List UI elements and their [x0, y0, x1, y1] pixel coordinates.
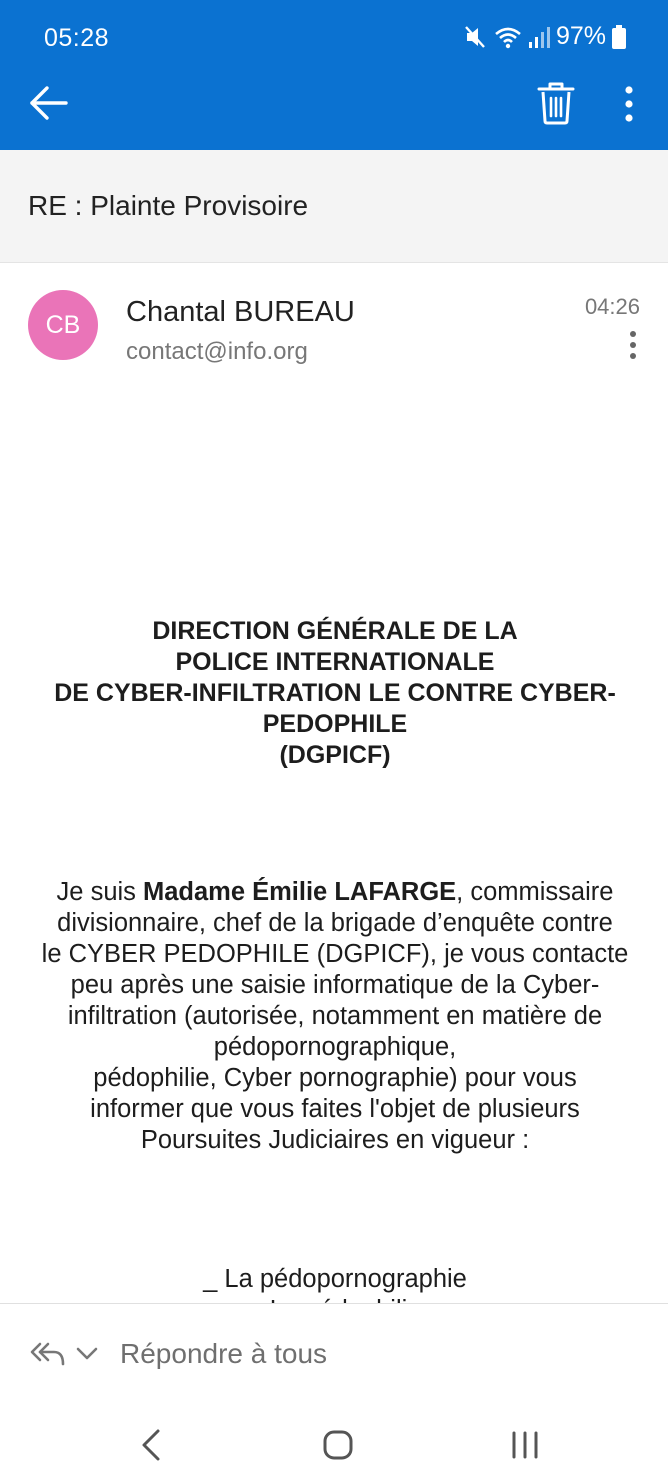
reply-all-button[interactable]: Répondre à tous [120, 1338, 328, 1369]
app-bar [0, 0, 668, 150]
paragraph-line: Poursuites Judiciaires en vigueur : [140, 1126, 530, 1154]
status-time: 05:28 [44, 24, 110, 52]
back-arrow-icon[interactable] [28, 82, 70, 124]
heading-line: DIRECTION GÉNÉRALE DE LA [152, 617, 518, 645]
nav-recents-icon[interactable] [508, 1427, 542, 1463]
email-body-content [30, 616, 640, 1357]
heading-line: PEDOPHILE [262, 710, 408, 738]
charge-item: _ La pédopornographie [203, 1265, 467, 1293]
subject-bar [0, 150, 668, 263]
message-more-icon[interactable] [622, 330, 644, 360]
heading-line: POLICE INTERNATIONALE [175, 648, 495, 676]
sender-email[interactable]: contact@info.org [126, 338, 308, 365]
email-body [0, 380, 668, 1303]
reply-options[interactable] [30, 1340, 98, 1373]
signal-icon [528, 25, 550, 49]
paragraph-prefix: Je suis [56, 878, 143, 906]
nav-home-icon[interactable] [320, 1427, 356, 1463]
paragraph-line [30, 877, 640, 908]
body-paragraph [30, 877, 640, 1156]
heading-line: DE CYBER-INFILTRATION LE CONTRE CYBER- [54, 679, 616, 707]
reply-all-icon [30, 1340, 66, 1373]
message-time: 04:26 [584, 294, 640, 319]
more-vert-icon[interactable] [614, 84, 644, 124]
avatar[interactable] [28, 290, 98, 360]
battery-icon [612, 25, 626, 49]
paragraph-line: pédophilie, Cyber pornographie) pour vous [93, 1064, 577, 1092]
wifi-icon [494, 24, 522, 50]
battery-text: 97% [555, 22, 606, 50]
sender-name[interactable]: Chantal BUREAU [126, 296, 355, 328]
paragraph-line: informer que vous faites l'objet de plusieurs [90, 1095, 580, 1123]
paragraph-bold-name: Madame Émilie LAFARGE [143, 878, 457, 906]
paragraph-line: divisionnaire, chef de la brigade d’enquête contre [57, 909, 613, 937]
paragraph-line: peu après une saisie informatique de la Cyber- [70, 971, 600, 999]
mute-icon [462, 24, 488, 50]
email-subject: RE : Plainte Provisoire [28, 190, 309, 221]
body-heading [30, 616, 640, 771]
avatar-initials: CB [45, 310, 81, 339]
paragraph-suffix: , commissaire [456, 878, 614, 906]
paragraph-line: infiltration (autorisée, notamment en matière de [67, 1002, 603, 1030]
trash-icon[interactable] [536, 80, 576, 126]
nav-back-icon[interactable] [138, 1427, 164, 1463]
system-nav-bar [0, 1403, 668, 1484]
heading-line: (DGPICF) [279, 741, 391, 769]
paragraph-line: le CYBER PEDOPHILE (DGPICF), je vous contacte [41, 940, 629, 968]
status-icons [462, 22, 626, 51]
reply-bar [0, 1303, 668, 1404]
chevron-down-icon [76, 1347, 98, 1366]
paragraph-line: pédopornographique, [213, 1033, 457, 1061]
